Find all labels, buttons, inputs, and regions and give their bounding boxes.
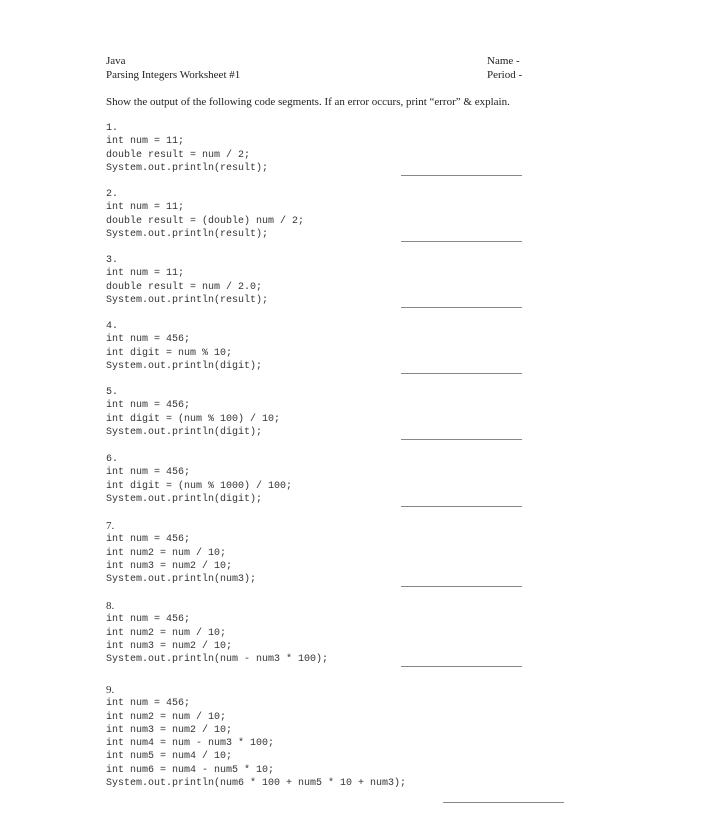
worksheet-title: Parsing Integers Worksheet #1 (106, 69, 241, 81)
answer-blank-4[interactable] (401, 373, 522, 374)
code-line: System.out.println(digit); (106, 360, 263, 372)
worksheet-header-right (487, 55, 522, 83)
problem-number: 6. (106, 454, 119, 465)
period-label: Period - (487, 69, 523, 81)
problem-number: 1. (106, 123, 119, 134)
code-line: System.out.println(num - num3 * 100); (106, 654, 329, 666)
code-line: int num3 = num2 / 10; (106, 560, 233, 572)
code-line: int num3 = num2 / 10; (106, 724, 233, 736)
code-line: int num = 456; (106, 614, 191, 626)
answer-blank-2[interactable] (401, 241, 522, 242)
code-line: System.out.println(digit); (106, 493, 263, 505)
problem-number: 8. (106, 600, 115, 612)
answer-blank-9[interactable] (443, 802, 564, 803)
code-line: int num = 456; (106, 334, 191, 346)
code-line: int digit = num % 10; (106, 347, 233, 359)
worksheet-header-left (106, 55, 240, 83)
code-line: System.out.println(num3); (106, 574, 257, 586)
code-line: int num = 456; (106, 400, 191, 412)
code-line: double result = num / 2.0; (106, 281, 263, 293)
problem-9 (106, 684, 406, 790)
code-line: int num3 = num2 / 10; (106, 640, 233, 652)
answer-blank-3[interactable] (401, 307, 522, 308)
code-line: double result = num / 2; (106, 149, 251, 161)
code-line: int num = 456; (106, 534, 191, 546)
problem-number: 3. (106, 255, 119, 266)
code-line: int num = 11; (106, 202, 185, 214)
subject-label: Java (106, 55, 126, 67)
problem-number: 2. (106, 189, 119, 200)
problem-6 (106, 453, 292, 506)
code-line: int num2 = num / 10; (106, 627, 227, 639)
problem-4 (106, 320, 262, 373)
answer-blank-6[interactable] (401, 506, 522, 507)
problem-8 (106, 600, 328, 666)
problem-7 (106, 520, 256, 586)
code-line: System.out.println(digit); (106, 426, 263, 438)
code-line: int num = 11; (106, 136, 185, 148)
code-line: int num2 = num / 10; (106, 711, 227, 723)
code-line: int digit = (num % 100) / 10; (106, 413, 281, 425)
code-line: int num = 456; (106, 698, 191, 710)
code-line: System.out.println(num6 * 100 + num5 * 10 + num3); (106, 778, 407, 790)
answer-blank-8[interactable] (401, 666, 522, 667)
answer-blank-1[interactable] (401, 175, 522, 176)
problem-1 (106, 122, 268, 175)
instructions-text: Show the output of the following code segments. If an error occurs, print “error” & explain. (106, 96, 510, 108)
code-line: int num4 = num - num3 * 100; (106, 738, 275, 750)
problem-number: 5. (106, 387, 119, 398)
code-line: System.out.println(result); (106, 294, 269, 306)
answer-blank-7[interactable] (401, 586, 522, 587)
code-line: int num = 11; (106, 268, 185, 280)
code-line: int num2 = num / 10; (106, 547, 227, 559)
code-line: int digit = (num % 1000) / 100; (106, 480, 293, 492)
name-label: Name - (487, 55, 520, 67)
code-line: System.out.println(result); (106, 162, 269, 174)
problem-2 (106, 188, 304, 241)
answer-blank-5[interactable] (401, 439, 522, 440)
problem-3 (106, 254, 268, 307)
code-line: int num6 = num4 - num5 * 10; (106, 764, 275, 776)
code-line: double result = (double) num / 2; (106, 215, 305, 227)
problem-number: 4. (106, 321, 119, 332)
code-line: int num = 456; (106, 467, 191, 479)
problem-5 (106, 386, 280, 439)
code-line: int num5 = num4 / 10; (106, 751, 233, 763)
problem-number: 7. (106, 520, 115, 532)
problem-number: 9. (106, 684, 115, 696)
code-line: System.out.println(result); (106, 228, 269, 240)
